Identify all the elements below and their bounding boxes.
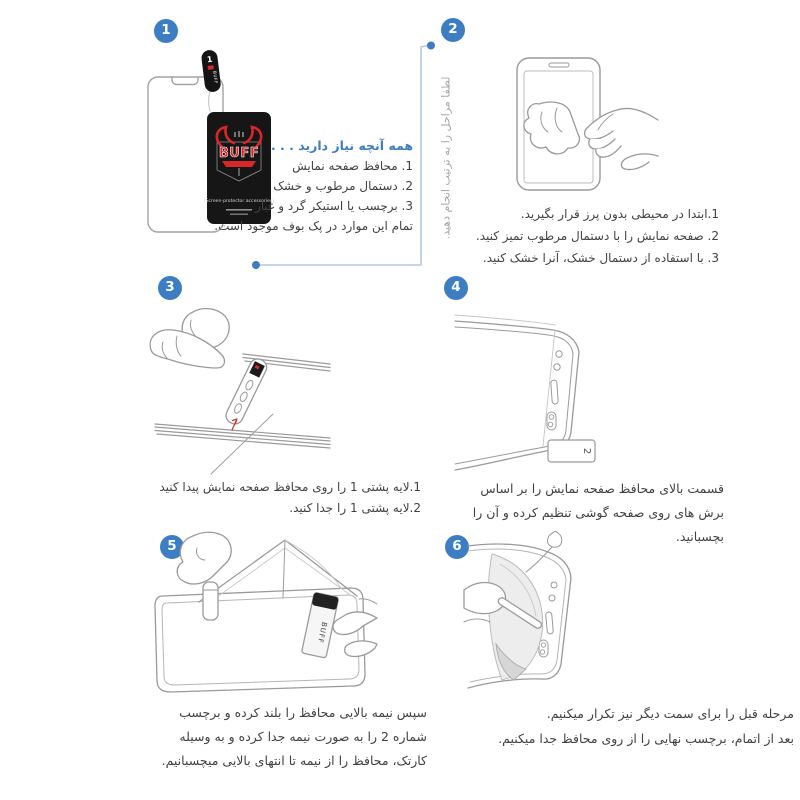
connector-dot-start	[252, 261, 260, 269]
step2-number-badge: 2	[441, 18, 465, 42]
step2-item-1: 1.ابتدا در محیطی بدون پرز قرار بگیرید.	[520, 207, 719, 221]
step3-text-block	[159, 477, 421, 519]
step2-item-3: 3. با استفاده از دستمال خشک، آنرا خشک کنید.	[482, 251, 719, 265]
connector-dot-end	[427, 42, 435, 50]
holding-thumb-sketch	[177, 532, 231, 620]
step5-line-3: کارتک، محافظ را از نیمه تا انتهای بالایی میچسبانیم.	[161, 753, 427, 768]
cleaning-cloth	[524, 102, 579, 154]
step2-item-2: 2. صفحه نمایش را با دستمال مرطوب تمیز کنید.	[475, 229, 719, 243]
step6-line-1: مرحله قبل را برای سمت دیگر نیز تکرار میکنیم.	[546, 706, 794, 721]
step1-item-1: 1. محافظ صفحه نمایش	[292, 159, 413, 173]
step1-item-2: 2. دستمال مرطوب و خشک	[273, 179, 413, 193]
step6-text-block	[498, 701, 794, 751]
step5-number-badge: 5	[160, 535, 184, 559]
step4-line-1: قسمت بالای محافظ صفحه نمایش را بر اساس	[480, 481, 724, 496]
brand-wordmark: BUFF	[218, 146, 260, 161]
step3-number-badge: 3	[158, 276, 182, 300]
step1-item-4: تمام این موارد در پک بوف موجود است.	[214, 219, 413, 233]
step2-text-block	[476, 203, 719, 269]
holding-hand-sketch	[333, 599, 377, 657]
step6-number-badge: 6	[445, 535, 469, 559]
step4-illustration	[455, 300, 635, 475]
step5-line-1: سپس نیمه بالایی محافظ را بلند کرده و برچسب	[179, 705, 427, 720]
step4-text-block	[473, 477, 724, 549]
step1-heading: همه آنچه نیاز دارید . . .	[270, 138, 413, 153]
pull-tab-1	[201, 49, 222, 93]
side-button	[551, 380, 559, 404]
phone-speaker	[549, 63, 569, 67]
step4-line-2: برش های روی صفحه گوشی تنظیم کرده و آن را	[472, 505, 724, 520]
step3-illustration	[133, 298, 338, 478]
side-button	[546, 612, 554, 634]
step1-text-block	[214, 136, 413, 236]
step5-text-block	[162, 701, 427, 773]
tab1-number: 1	[206, 54, 214, 65]
package-subtitle: (Screen-protector accessories)	[203, 199, 275, 204]
edge-boundary	[543, 330, 555, 446]
squeegee-brand: BUFF	[315, 621, 329, 645]
step6-illustration	[462, 528, 634, 696]
step1-item-3: 3. برچسب یا استیکر گرد و غبار	[255, 199, 413, 213]
step5-illustration	[133, 526, 378, 698]
pinching-fingers-sketch	[150, 309, 229, 368]
step3-item-1: 1.لایه پشتی 1 را روی محافظ صفحه نمایش پیدا کنید	[159, 480, 421, 494]
step1-number-badge: 1	[154, 19, 178, 43]
step4-line-3: بچسبانید.	[675, 529, 724, 544]
step3-item-2: 2.لایه پشتی 1 را جدا کنید.	[289, 501, 421, 515]
phone-notch	[172, 78, 198, 85]
tab1-brand: BUFF	[212, 70, 219, 85]
step2-illustration	[495, 50, 660, 200]
guide-line	[211, 414, 273, 474]
step4-number-badge: 4	[444, 276, 468, 300]
backing-tab-sketch	[223, 356, 269, 426]
hanging-tab	[203, 582, 218, 620]
step6-line-2: بعد از اتمام، برچسب نهایی را از روی محافظ جدا میکنیم.	[498, 731, 794, 746]
vertical-order-note: لطفا مراحل را به ترتیب انجام دهید.	[439, 76, 453, 240]
step5-line-2: شماره 2 را به صورت نیمه جدا کرده و به وسیله	[179, 729, 427, 744]
tab2-number: 2	[581, 447, 592, 455]
hand-with-cloth-sketch	[524, 102, 658, 169]
applied-film-sketch	[488, 554, 542, 680]
